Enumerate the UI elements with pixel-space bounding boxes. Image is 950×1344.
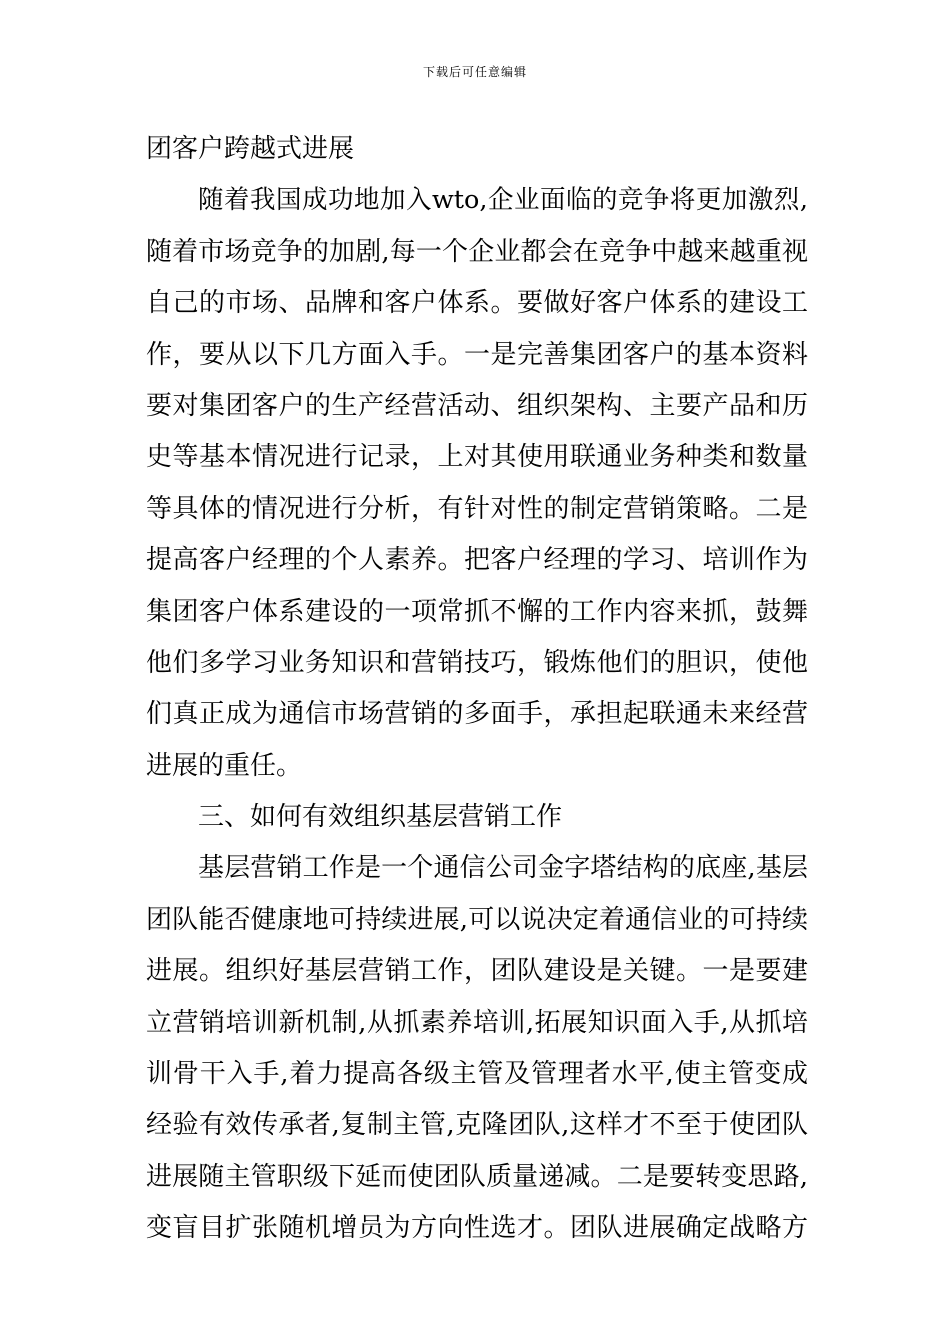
text-line: 作，要从以下几方面入手。一是完善集团客户的基本资料 [146, 339, 808, 370]
text-line: 团队能否健康地可持续进展,可以说决定着通信业的可持续 [146, 904, 808, 935]
text-line: 进展。组织好基层营销工作，团队建设是关键。一是要建 [146, 956, 808, 987]
text-line: 自己的市场、品牌和客户体系。要做好客户体系的建设工 [146, 288, 808, 319]
section-heading: 三、如何有效组织基层营销工作 [198, 802, 563, 833]
text-line: 史等基本情况进行记录，上对其使用联通业务种类和数量 [146, 442, 808, 473]
text-line: 变盲目扩张随机增员为方向性选才。团队进展确定战略方 [146, 1213, 808, 1244]
text-line: 经验有效传承者,复制主管,克隆团队,这样才不至于使团队 [146, 1110, 808, 1141]
text-line: 随着市场竞争的加剧,每一个企业都会在竞争中越来越重视 [146, 236, 808, 267]
text-line: 基层营销工作是一个通信公司金字塔结构的底座,基层 [198, 853, 808, 884]
text-line: 集团客户体系建设的一项常抓不懈的工作内容来抓，鼓舞 [146, 596, 808, 627]
text-line: 进展的重任。 [146, 750, 303, 781]
text-line: 立营销培训新机制,从抓素养培训,拓展知识面入手,从抓培 [146, 1007, 808, 1038]
text-line: 训骨干入手,着力提高各级主管及管理者水平,使主管变成 [146, 1059, 808, 1090]
text-line: 提高客户经理的个人素养。把客户经理的学习、培训作为 [146, 545, 808, 576]
text-line: 要对集团客户的生产经营活动、组织架构、主要产品和历 [146, 390, 808, 421]
text-line: 等具体的情况进行分析，有针对性的制定营销策略。二是 [146, 493, 808, 524]
text-line: 进展随主管职级下延而使团队质量递减。二是要转变思路, [146, 1161, 808, 1192]
document-body [146, 124, 808, 1255]
page-header: 下载后可任意编辑 [422, 65, 527, 79]
text-line: 他们多学习业务知识和营销技巧，锻炼他们的胆识，使他 [146, 647, 808, 678]
text-line: 随着我国成功地加入wto,企业面临的竞争将更加激烈, [198, 185, 808, 216]
text-line: 团客户跨越式进展 [146, 134, 355, 164]
text-line: 们真正成为通信市场营销的多面手，承担起联通未来经营 [146, 699, 808, 730]
